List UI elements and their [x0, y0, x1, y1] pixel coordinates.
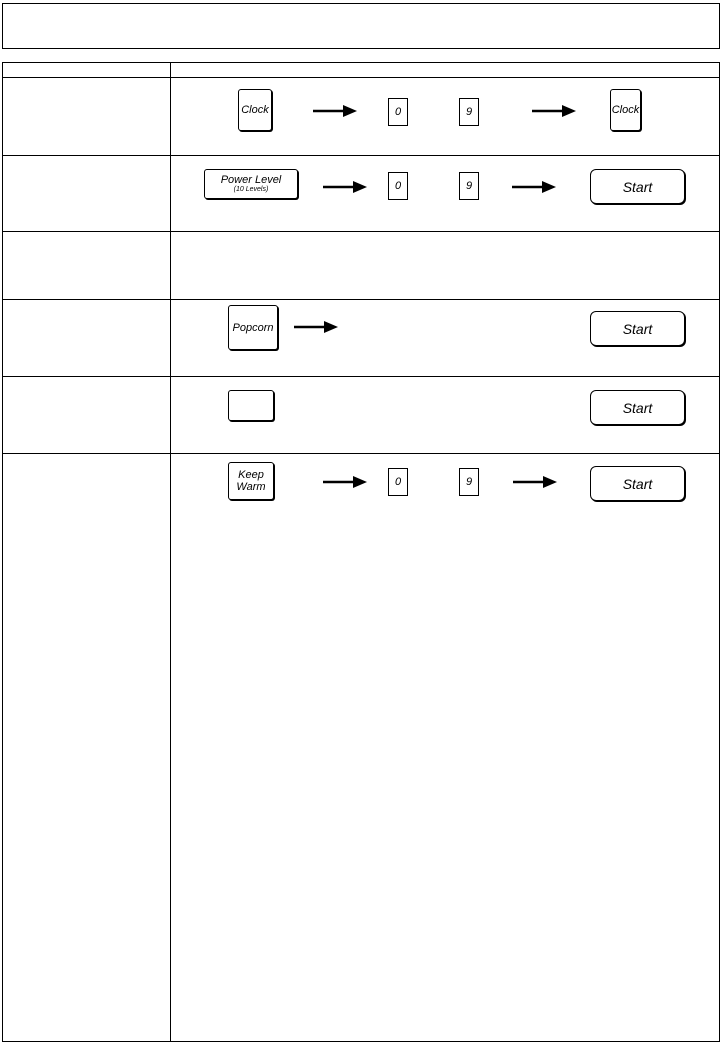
- start-button[interactable]: Start: [590, 311, 685, 346]
- start-button[interactable]: Start: [590, 169, 685, 204]
- arrow-right-icon: [512, 181, 556, 193]
- arrow-right-icon: [323, 181, 367, 193]
- digit-0-key[interactable]: 0: [388, 98, 408, 126]
- digit-0-key[interactable]: 0: [388, 172, 408, 200]
- warm-label: Warm: [236, 481, 266, 493]
- title-box: [2, 3, 720, 49]
- digit-9-key[interactable]: 9: [459, 468, 479, 496]
- blank-key[interactable]: [228, 390, 274, 421]
- header-divider: [3, 77, 719, 78]
- row-divider: [3, 231, 719, 232]
- power-level-key[interactable]: [204, 169, 298, 199]
- row-divider: [3, 376, 719, 377]
- clock-key[interactable]: Clock: [238, 89, 272, 131]
- arrow-right-icon: [532, 105, 576, 117]
- arrow-right-icon: [313, 105, 357, 117]
- row-divider: [3, 299, 719, 300]
- row-divider: [3, 155, 719, 156]
- arrow-right-icon: [294, 321, 338, 333]
- digit-9-key[interactable]: 9: [459, 98, 479, 126]
- power-level-label: Power Level: [220, 174, 282, 186]
- keep-warm-key[interactable]: [228, 462, 274, 500]
- arrow-right-icon: [513, 476, 557, 488]
- clock-key-confirm[interactable]: Clock: [610, 89, 641, 131]
- column-divider: [170, 63, 171, 1041]
- feature-table: [2, 62, 720, 1042]
- digit-9-key[interactable]: 9: [459, 172, 479, 200]
- row-divider: [3, 453, 719, 454]
- arrow-right-icon: [323, 476, 367, 488]
- popcorn-key[interactable]: Popcorn: [228, 305, 278, 350]
- keep-label: Keep: [238, 469, 264, 481]
- digit-0-key[interactable]: 0: [388, 468, 408, 496]
- start-button[interactable]: Start: [590, 466, 685, 501]
- start-button[interactable]: Start: [590, 390, 685, 425]
- power-level-sublabel: (10 Levels): [233, 186, 269, 193]
